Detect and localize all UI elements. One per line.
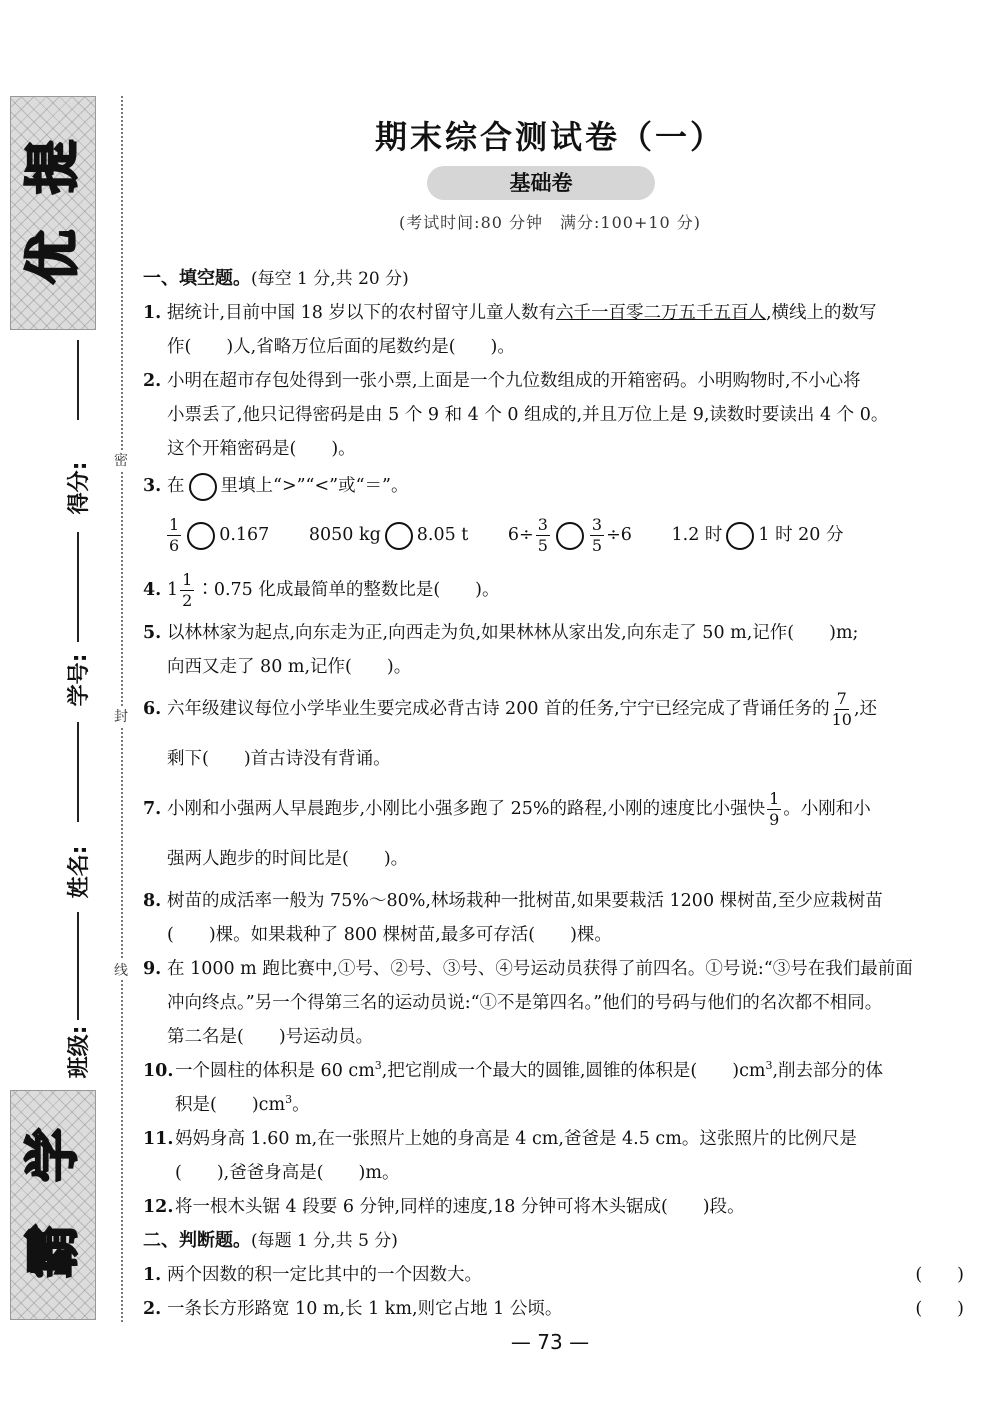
name-label: 姓名:: [67, 845, 92, 899]
answer-circle[interactable]: [556, 522, 584, 550]
answer-circle[interactable]: [726, 522, 754, 550]
exam-info: (考试时间:80 分钟 满分:100+10 分): [398, 213, 702, 232]
field-line: [77, 340, 79, 420]
cut-char: 密: [112, 450, 130, 470]
question-2: 2. 小明在超市存包处得到一张小票,上面是一个九位数组成的开箱密码。小明购物时,不小心将 小票丢了,他只记得密码是由 5 个 9 和 4 个 0 组成的,并且万位上是 9,读数时要读出 4 个 0。 这个开箱密码是( )。: [143, 371, 889, 459]
question-9: 9. 在 1000 m 跑比赛中,①号、②号、③号、④号运动员获得了前四名。①号说:“③号在我们最前面 冲向终点。”另一个得第三名的运动员说:“①不是第四名。”他们的号码与他们的名次都不相同。 第二名是( )号运动员。: [143, 959, 913, 1047]
page-number: — 73 —: [510, 1330, 590, 1354]
section-heading: 一、填空题。(每空 1 分,共 20 分): [143, 268, 409, 289]
field-line: [77, 532, 79, 642]
brand-band-bottom: [10, 1090, 96, 1320]
fraction: $\frac{3}{5}$: [591, 515, 603, 555]
question-1: 1. 据统计,目前中国 18 岁以下的农村留守儿童人数有六千一百零二万五千五百人,横线上的数写 作( )人,省略万位后面的尾数约是( )。: [143, 303, 877, 357]
subtitle-badge: 基础卷: [427, 166, 655, 200]
field-line: [77, 722, 79, 822]
answer-blank[interactable]: ( ): [915, 1265, 964, 1285]
question-7: 7. 小刚和小强两人早晨跑步,小刚比小强多跑了 25%的路程,小刚的速度比小强快 $\frac{1}{9}$ 。小刚和小 强两人跑步的时间比是( )。: [143, 789, 871, 869]
judge-question-1: 1. 两个因数的积一定比其中的一个因数大。 ( ): [143, 1258, 968, 1292]
underlined-number: 六千一百零二万五千五百人: [555, 303, 766, 323]
field-line: [77, 912, 79, 1020]
answer-circle[interactable]: [189, 473, 217, 501]
student-id-label: 学号:: [67, 653, 92, 707]
question-11: 11. 妈妈身高 1.60 m,在一张照片上她的身高是 4 cm,爸爸是 4.5 cm。这张照片的比例尺是 ( ),爸爸身高是( )m。: [143, 1129, 857, 1183]
question-12: 12. 将一根木头锯 4 段要 6 分钟,同样的速度,18 分钟可将木头锯成( )段。: [143, 1197, 745, 1217]
brand-char: 霸: [21, 1224, 84, 1278]
fraction: $\frac{7}{10}$: [831, 689, 852, 729]
fraction: $\frac{1}{2}$: [182, 570, 193, 610]
class-label: 班级:: [67, 1025, 92, 1079]
answer-circle[interactable]: [187, 522, 215, 550]
brand-char: 优: [21, 230, 84, 284]
comparison-row: $\frac{1}{6}$ 0.167 8050 kg 8.05 t 6÷ $\frac{3}{5}$ $\frac{3}{5}$ ÷6 1.2 时 1 时 20 分: [169, 515, 844, 555]
question-6: 6. 六年级建议每位小学毕业生要完成必背古诗 200 首的任务,宁宁已经完成了背诵任务的 $\frac{7}{10}$ ,还 剩下( )首古诗没有背诵。: [143, 689, 878, 769]
fraction: $\frac{1}{9}$: [769, 789, 780, 829]
page-title: 期末综合测试卷（一）: [374, 118, 725, 156]
section-heading: 二、判断题。(每题 1 分,共 5 分): [143, 1230, 398, 1251]
fraction: $\frac{3}{5}$: [537, 515, 548, 555]
cut-char: 线: [112, 960, 130, 980]
cut-char: 封: [112, 706, 130, 726]
question-10: 10. 一个圆柱的体积是 60 $cm^3$,把它削成一个最大的圆锥,圆锥的体积是( )$cm^3$,削去部分的体 积是( )$cm^3$。: [143, 1059, 884, 1115]
brand-char: 学: [21, 1128, 84, 1182]
question-3: 3. 在 里填上“>”“<”或“＝”。: [143, 466, 968, 506]
answer-blank[interactable]: ( ): [915, 1299, 964, 1319]
question-content: [143, 262, 968, 1326]
brand-char: 提: [21, 140, 84, 194]
judge-question-2: 2. 一条长方形路宽 10 m,长 1 km,则它占地 1 公顷。 ( ): [143, 1292, 968, 1326]
question-8: 8. 树苗的成活率一般为 75%～80%,林场栽种一批树苗,如果要栽活 1200 棵树苗,至少应栽树苗 ( )棵。如果栽种了 800 棵树苗,最多可存活( )棵。: [143, 891, 883, 945]
question-4: 4. 1 $\frac{1}{2}$ ∶0.75 化成最简单的整数比是( )。: [143, 570, 500, 610]
score-label: 得分:: [67, 461, 92, 515]
fraction: $\frac{1}{6}$: [169, 515, 180, 555]
question-5: 5. 以林林家为起点,向东走为正,向西走为负,如果林林从家出发,向东走了 50 m,记作( )m; 向西又走了 80 m,记作( )。: [143, 623, 859, 677]
answer-circle[interactable]: [385, 522, 413, 550]
